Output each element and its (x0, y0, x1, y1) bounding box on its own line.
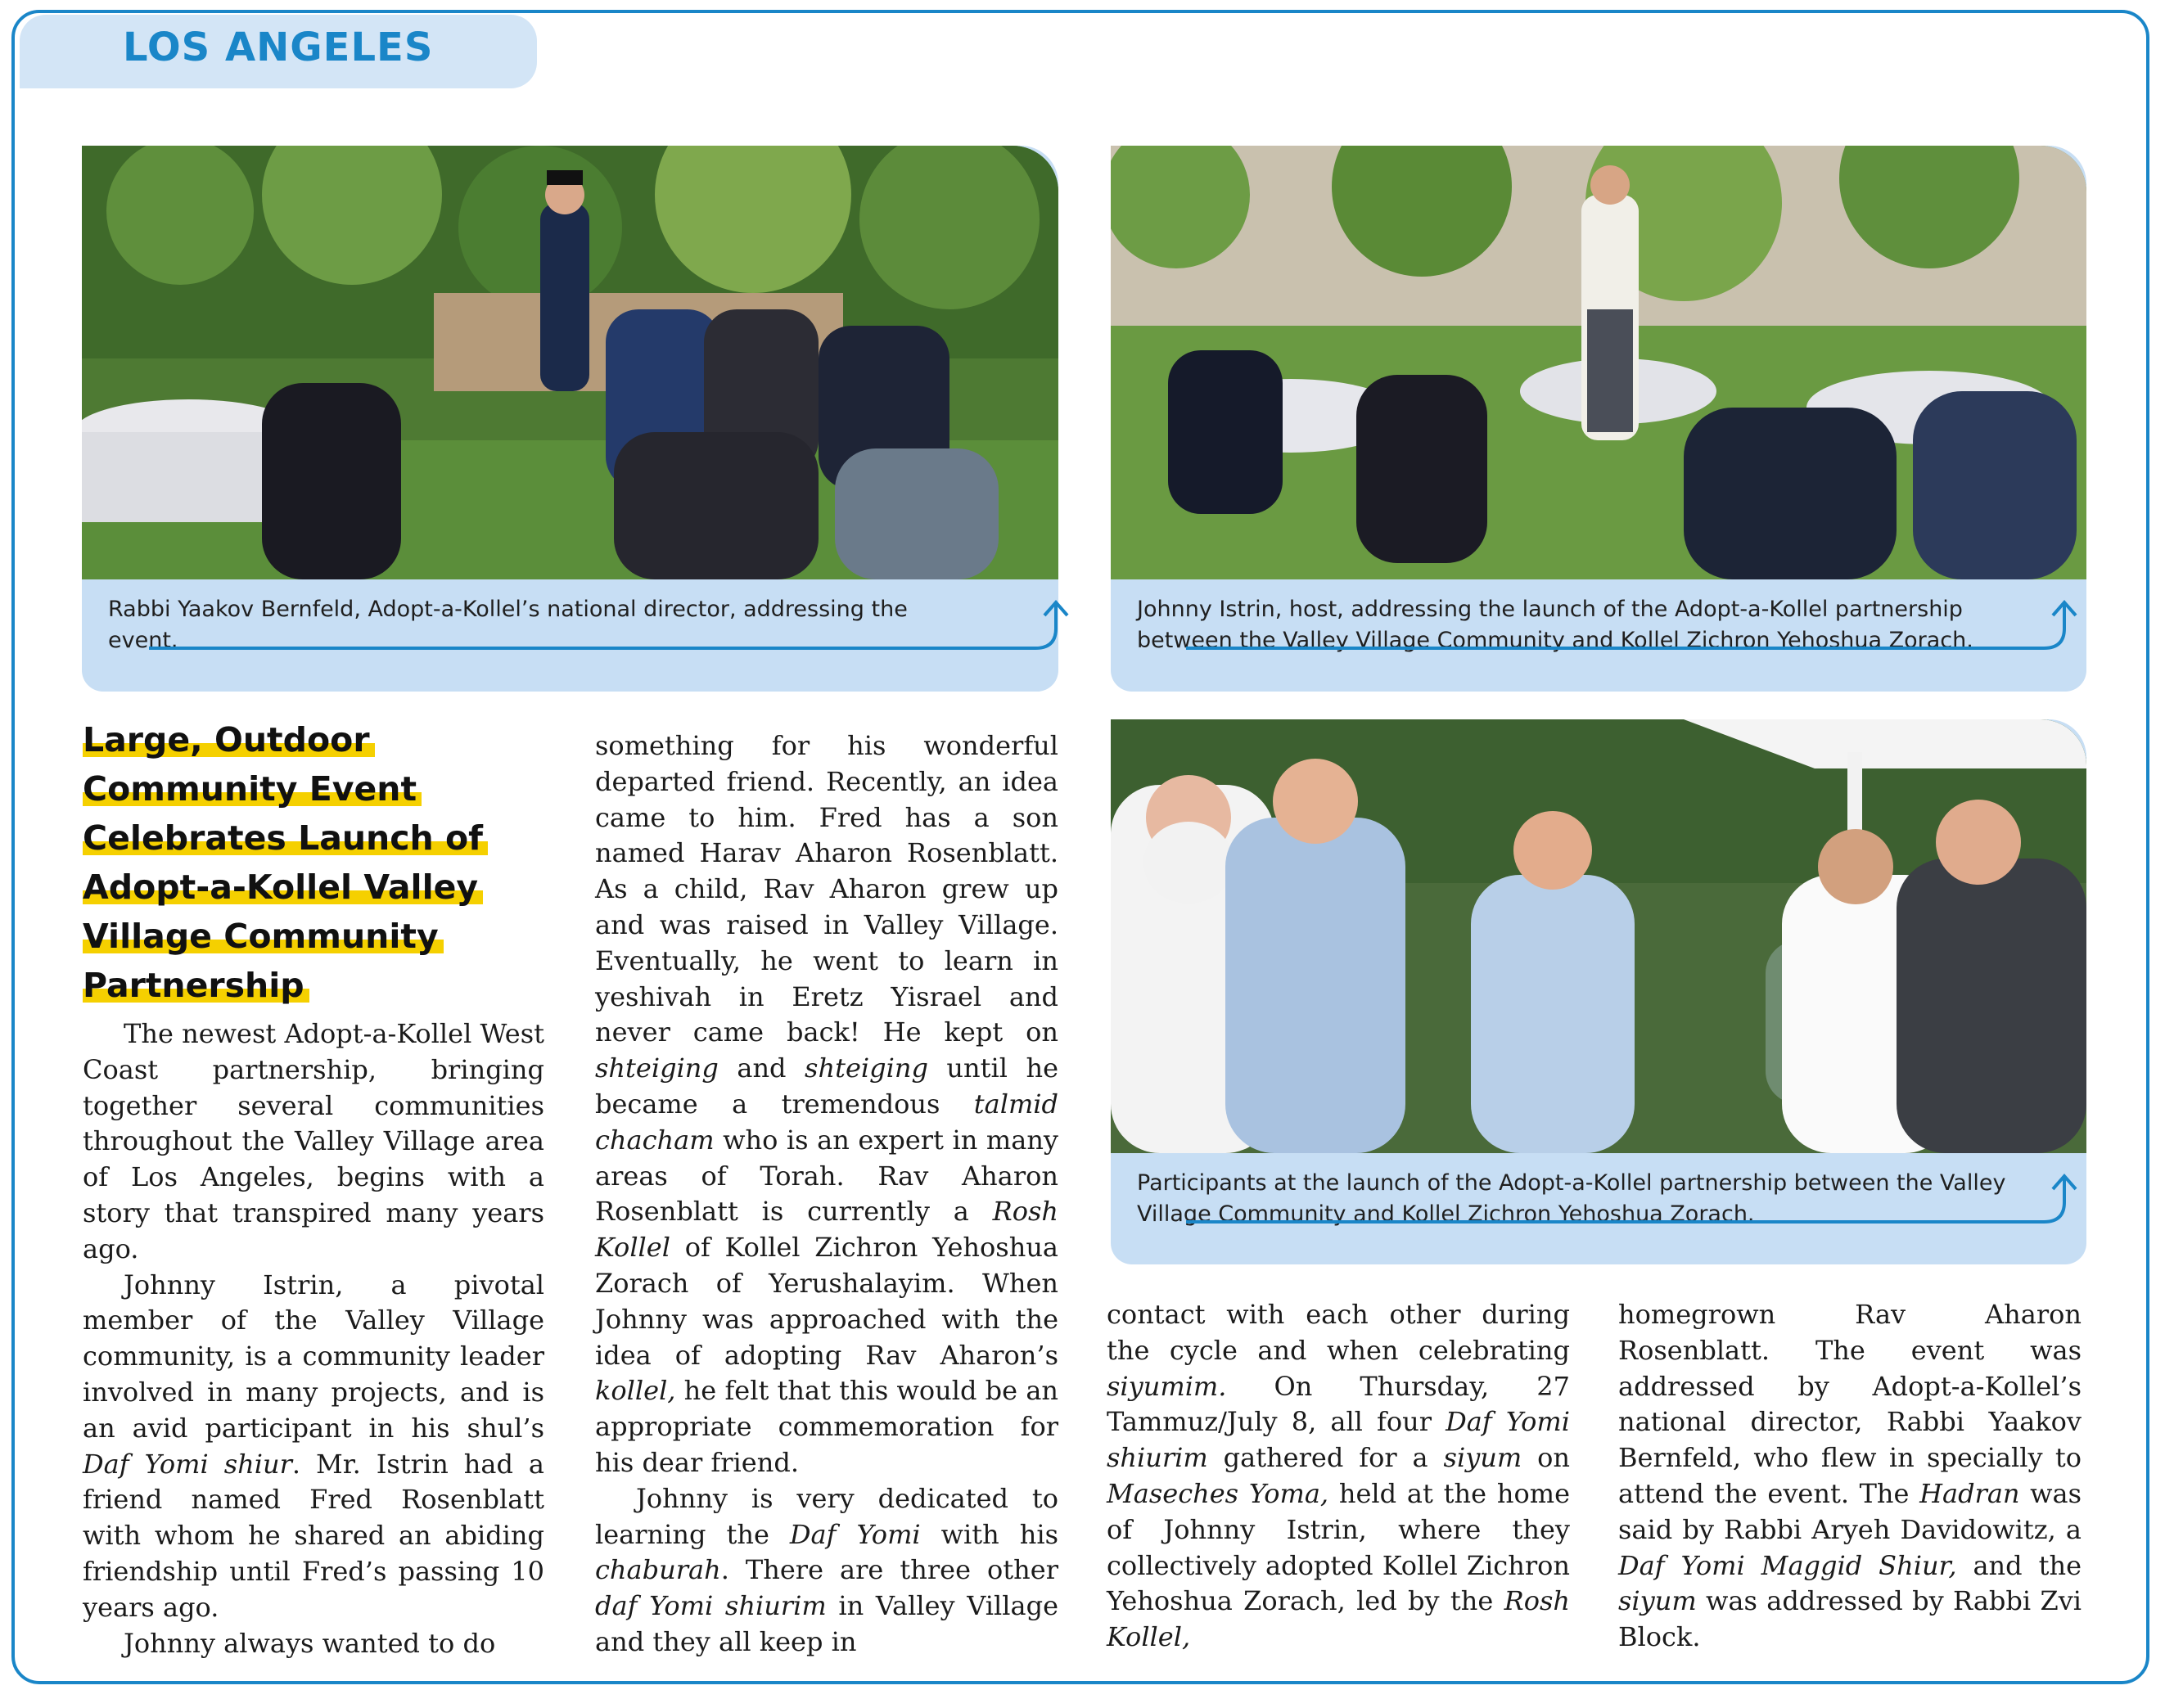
headline-line: Adopt-a-Kollel Valley (83, 868, 483, 907)
headline-line: Community Event (83, 769, 422, 809)
photo-caption-1: Rabbi Yaakov Bernfeld, Adopt-a-Kollel’s national director, addressing the event. (108, 597, 908, 653)
paragraph: Johnny is very dedicated to learning the Daf Yomi with his chaburah. There are three other daf Yomi shiurim in Valley Village and they all keep in (595, 1482, 1059, 1657)
photo-card-1 (82, 146, 1058, 692)
headline-line: Partnership (83, 966, 309, 1005)
section-label: LOS ANGELES (123, 25, 434, 70)
paragraph: The newest Adopt-a-Kollel West Coast partnership, bringing together several communities throughout the Valley Village area of Los Angeles, begins with a story that transpired many years ago. (83, 1018, 544, 1264)
article-headline (83, 715, 557, 1010)
photo-participants-toasting (1111, 719, 2086, 1153)
article-column-1 (83, 1016, 544, 1661)
photo-rabbi-addressing-event (82, 146, 1058, 579)
photo-image (82, 146, 1058, 579)
article-column-4 (1618, 1297, 2082, 1656)
paragraph: Johnny always wanted to do (124, 1627, 496, 1659)
caption-arrow-icon (1176, 1169, 2118, 1227)
headline-line: Celebrates Launch of (83, 818, 488, 858)
photo-card-2 (1111, 146, 2086, 692)
article-column-2 (595, 728, 1058, 1661)
caption-arrow-icon (139, 596, 1080, 653)
photo-caption-3: Participants at the launch of the Adopt-a-Kollel partnership between the Valley Village Community and Kollel Zichron Yehoshua Zorach. (1137, 1170, 2006, 1227)
paragraph: Johnny Istrin, a pivotal member of the Valley Village community, is a community leader involved in many projects, and is an avid participant in his shul’s Daf Yomi shiur. Mr. Istrin had a friend named Fred Rosenblatt with whom he shared an abiding friendship until Fred’s passing 10 years ago. (83, 1269, 544, 1623)
paragraph: homegrown Rav Aharon Rosenblatt. The event was addressed by Adopt-a-Kollel’s national director, Rabbi Yaakov Bernfeld, who flew in specially to attend the event. The Hadran was said by Rabbi Aryeh Davidowitz, a Daf Yomi Maggid Shiur, and the siyum was addressed by Rabbi Zvi Block. (1618, 1299, 2082, 1653)
article-column-3 (1107, 1297, 1570, 1656)
photo-card-3 (1111, 719, 2086, 1264)
photo-caption-2: Johnny Istrin, host, addressing the launch of the Adopt-a-Kollel partnership between the Valley Village Community and Kollel Zichron Yehoshua Zorach. (1137, 597, 1973, 653)
photo-image (1111, 719, 2086, 1153)
headline-line: Large, Outdoor (83, 720, 375, 759)
photo-host-addressing-launch (1111, 146, 2086, 579)
photo-image (1111, 146, 2086, 579)
paragraph: contact with each other during the cycle and when celebrating siyumim. On Thursday, 27 Tammuz/July 8, all four Daf Yomi shiurim gathered for a siyum on Maseches Yoma, held at the home of Johnny Istrin, where they collectively adopted Kollel Zichron Yehoshua Zorach, led by the Rosh Kollel, (1107, 1299, 1571, 1653)
paragraph: something for his wonderful departed friend. Recently, an idea came to him. Fred has a son named Harav Aharon Rosenblatt. As a child, Rav Aharon grew up and was raised in Valley Village. Eventually, he went to learn in yeshivah in Eretz Yisrael and never came back! He kept on shteiging and shteiging until he became a tremendous talmid chacham who is an expert in many areas of Torah. Rav Aharon Rosenblatt is currently a Rosh Kollel of Kollel Zichron Yehoshua Zorach of Yerushalayim. When Johnny was approached with the idea of adopting Rav Aharon’s kollel, he felt that this would be an appropriate commemoration for his dear friend. (595, 730, 1059, 1478)
headline-line: Village Community (83, 917, 444, 956)
caption-arrow-icon (1176, 596, 2118, 653)
